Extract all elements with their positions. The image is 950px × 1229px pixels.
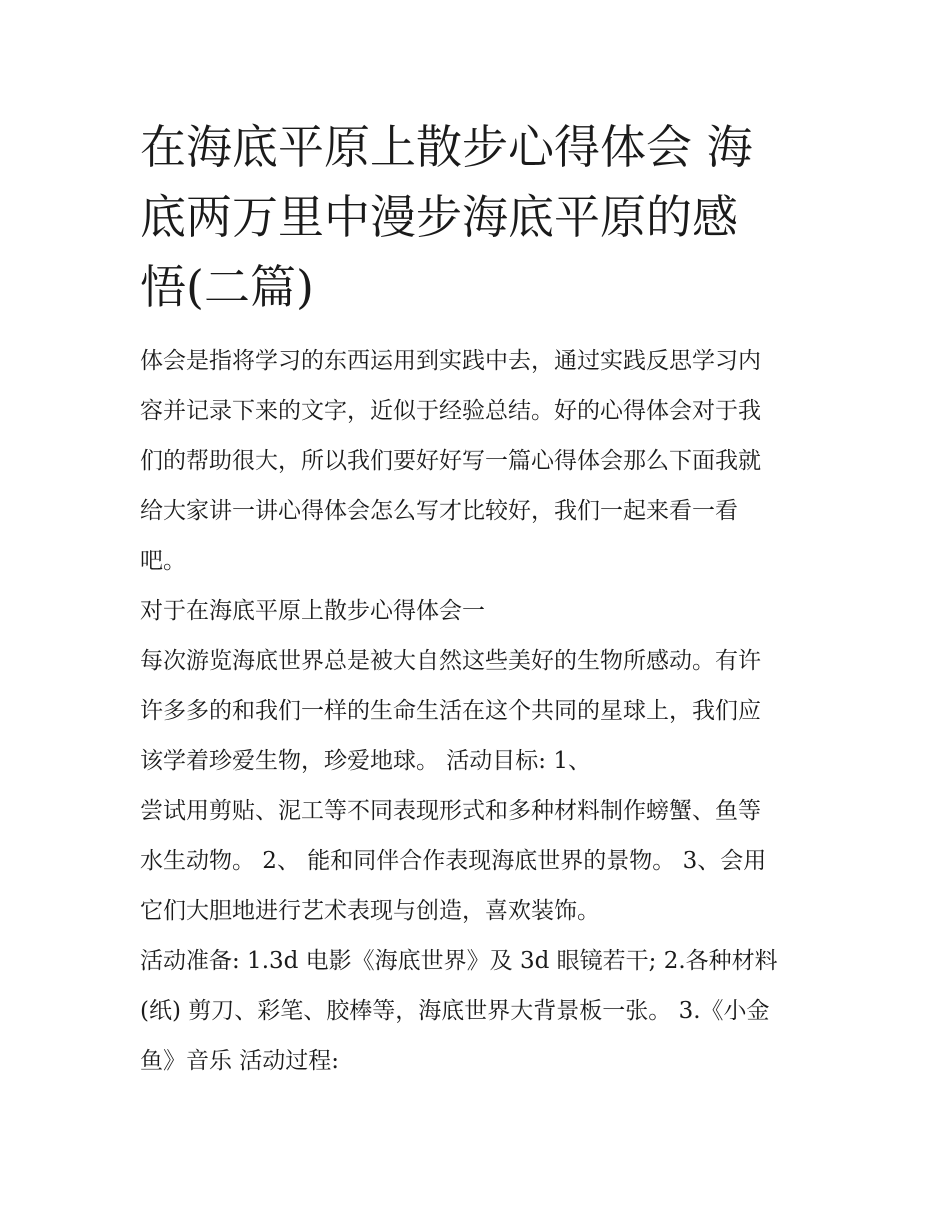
text-line: 活动准备: 1.3d 电影《海底世界》及 3d 眼镜若干; 2.各种材料	[140, 948, 778, 974]
page-title	[140, 112, 815, 322]
document-content	[140, 112, 815, 1086]
text-line: 每次游览海底世界总是被大自然这些美好的生物所感动。有许	[140, 648, 761, 674]
text-line: 尝试用剪贴、泥工等不同表现形式和多种材料制作螃蟹、鱼等	[140, 798, 761, 824]
text-line: 给大家讲一讲心得体会怎么写才比较好，我们一起来看一看	[140, 498, 738, 524]
body-paragraph	[140, 636, 815, 786]
text-line: 它们大胆地进行艺术表现与创造，喜欢装饰。	[140, 898, 600, 924]
title-line: 底两万里中漫步海底平原的感	[140, 190, 738, 244]
text-line: 该学着珍爱生物，珍爱地球。 活动目标: 1、	[140, 748, 592, 774]
text-line: 容并记录下来的文字，近似于经验总结。好的心得体会对于我	[140, 398, 761, 424]
text-line: 体会是指将学习的东西运用到实践中去，通过实践反思学习内	[140, 348, 761, 374]
text-line: 许多多的和我们一样的生命生活在这个共同的星球上，我们应	[140, 698, 761, 724]
text-line: 们的帮助很大，所以我们要好好写一篇心得体会那么下面我就	[140, 448, 761, 474]
intro-paragraph	[140, 336, 815, 586]
body-paragraph	[140, 936, 815, 1086]
section-heading	[140, 586, 815, 636]
text-line: 鱼》音乐 活动过程:	[140, 1048, 340, 1074]
body-paragraph	[140, 786, 815, 936]
text-line: (纸) 剪刀、彩笔、胶棒等，海底世界大背景板一张。 3.《小金	[140, 998, 770, 1024]
text-line: 对于在海底平原上散步心得体会一	[140, 598, 485, 624]
text-line: 水生动物。 2、 能和同伴合作表现海底世界的景物。 3、会用	[140, 848, 767, 874]
text-line: 吧。	[140, 548, 186, 574]
title-line: 在海底平原上散步心得体会 海	[140, 120, 753, 174]
title-line: 悟(二篇)	[140, 260, 314, 314]
